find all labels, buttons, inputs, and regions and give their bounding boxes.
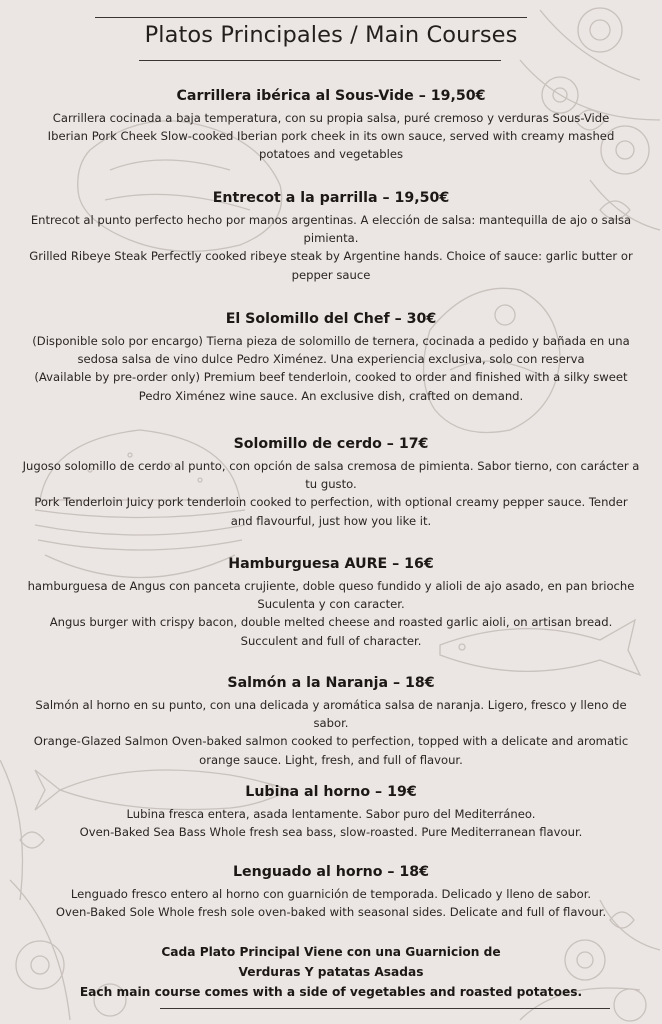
dish-title: Hamburguesa AURE – 16€: [228, 556, 434, 572]
title-bottom-divider: [139, 60, 501, 61]
dish-description-es: Lenguado fresco entero al horno con guarnición de temporada. Delicado y lleno de sabor.: [70, 887, 592, 901]
dish-title: Solomillo de cerdo – 17€: [233, 436, 429, 452]
dish-title: Lenguado al horno – 18€: [232, 864, 430, 880]
dish-item: [22, 309, 640, 405]
dish-description-en: Oven-Baked Sole Whole fresh sole oven-baked with seasonal sides. Delicate and full of flavour.: [55, 905, 607, 920]
garnish-note-es: Cada Plato Principal Viene con una Guarnicion de Verduras Y patatas Asadas: [161, 945, 501, 979]
dish-description-en: Grilled Ribeye Steak Perfectly cooked ribeye steak by Argentine hands. Choice of sauce: garlic butter or pepper sauce: [29, 249, 633, 282]
dish-title: Salmón a la Naranja – 18€: [227, 675, 435, 691]
dish-description-es: Lubina fresca entera, asada lentamente. Sabor puro del Mediterráneo.: [126, 807, 536, 821]
dish-description-en: Angus burger with crispy bacon, double melted cheese and roasted garlic aioli, on artisan bread. Succulent and full of character.: [49, 615, 613, 648]
dish-description-en: Orange-Glazed Salmon Oven-baked salmon cooked to perfection, topped with a delicate and aromatic orange sauce. Light, fresh, and full of flavour.: [33, 734, 629, 767]
dish-description-es: hamburguesa de Angus con panceta crujiente, doble queso fundido y alioli de ajo asado, en pan brioche Suculenta y con caracter.: [27, 579, 635, 612]
dish-item: [22, 554, 640, 650]
dish-description-en: (Available by pre-order only) Premium beef tenderloin, cooked to order and finished with a silky sweet Pedro Ximénez wine sauce. An exclusive dish, crafted on demand.: [34, 370, 628, 403]
dish-description-es: Jugoso solomillo de cerdo al punto, con opción de salsa cremosa de pimienta. Sabor tierno, con carácter a tu gusto.: [22, 459, 640, 492]
dish-description-es: Salmón al horno en su punto, con una delicada y aromática salsa de naranja. Ligero, fresco y lleno de sabor.: [35, 698, 627, 731]
dish-description-en: Iberian Pork Cheek Slow-cooked Iberian pork cheek in its own sauce, served with creamy mashed potatoes and vegetables: [47, 129, 615, 162]
page-title: Platos Principales / Main Courses: [144, 22, 518, 48]
garnish-note: [30, 942, 632, 1002]
garnish-note-en: Each main course comes with a side of vegetables and roasted potatoes.: [79, 985, 583, 999]
dish-title: El Solomillo del Chef – 30€: [225, 311, 437, 327]
footer-divider: [160, 1008, 610, 1009]
dish-item: [22, 188, 640, 284]
dish-description-es: Entrecot al punto perfecto hecho por manos argentinas. A elección de salsa: mantequilla de ajo o salsa pimienta.: [30, 213, 632, 246]
dish-item: [22, 862, 640, 921]
dish-title: Lubina al horno – 19€: [245, 784, 417, 800]
dish-item: [22, 782, 640, 841]
dish-description-en: Oven-Baked Sea Bass Whole fresh sea bass, slow-roasted. Pure Mediterranean flavour.: [79, 825, 583, 840]
dish-item: [22, 673, 640, 769]
dish-item: [22, 86, 640, 164]
dish-item: [22, 434, 640, 530]
title-top-divider: [95, 17, 527, 18]
dish-description-es: (Disponible solo por encargo) Tierna pieza de solomillo de ternera, cocinada a pedido y bañada en una sedosa salsa de vino dulce Pedro Ximénez. Una experiencia exclusiva, solo con reserva: [32, 334, 630, 367]
dish-description-en: Pork Tenderloin Juicy pork tenderloin cooked to perfection, with optional creamy pepper sauce. Tender and flavourful, just how you like it.: [34, 495, 628, 528]
dish-description-es: Carrillera cocinada a baja temperatura, con su propia salsa, puré cremoso y verduras Sous-Vide: [52, 111, 610, 125]
dish-title: Entrecot a la parrilla – 19,50€: [212, 190, 450, 206]
dish-title: Carrillera ibérica al Sous-Vide – 19,50€: [176, 88, 486, 104]
